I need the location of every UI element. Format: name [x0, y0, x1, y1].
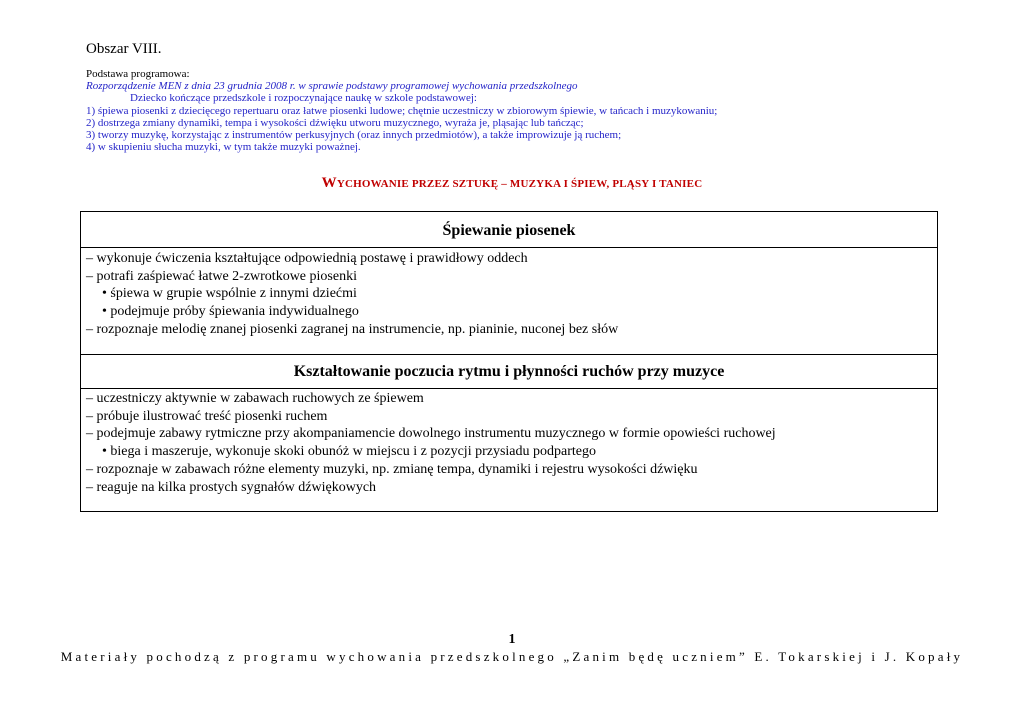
content-table [80, 211, 938, 512]
list-item: – podejmuje zabawy rytmiczne przy akompaniamencie dowolnego instrumentu muzycznego w formie opowieści ruchowej [86, 426, 776, 442]
list-item: • śpiewa w grupie wspólnie z innymi dziećmi [102, 286, 357, 302]
section-title-rest: YCHOWANIE PRZEZ SZTUKĘ – MUZYKA I ŚPIEW, PLĄSY I TANIEC [336, 178, 703, 190]
basis-label: Podstawa programowa: [86, 68, 190, 80]
section-title [0, 175, 1024, 192]
area-title: Obszar VIII. [86, 41, 162, 57]
list-item: – rozpoznaje melodię znanej piosenki zagranej na instrumencie, np. pianinie, nuconej bez słów [86, 321, 619, 337]
curriculum-basis [86, 68, 717, 153]
block-items [86, 390, 932, 496]
divider [81, 388, 937, 389]
divider [81, 247, 937, 248]
list-item: • podejmuje próby śpiewania indywidualnego [102, 304, 359, 320]
divider [81, 354, 937, 355]
list-item: – uczestniczy aktywnie w zabawach ruchowych ze śpiewem [86, 391, 424, 406]
list-item: – rozpoznaje w zabawach różne elementy muzyki, np. zmianę tempa, dynamiki i rejestru wysokości dźwięku [86, 461, 698, 477]
goal-item: 4) w skupieniu słucha muzyki, w tym także muzyki poważnej. [86, 141, 361, 154]
list-item: – potrafi zaśpiewać łatwe 2-zwrotkowe piosenki [86, 268, 357, 284]
regulation-reference: Rozporządzenie MEN z dnia 23 grudnia 2008 r. w sprawie podstawy programowej wychowania przedszkolnego [86, 80, 578, 93]
page-number: 1 [508, 632, 516, 647]
goal-item: 1) śpiewa piosenki z dziecięcego repertuaru oraz łatwe piosenki ludowe; chętnie uczestniczy w zbiorowym śpiewie, w tańcach i muzykowaniu; [86, 104, 718, 117]
section-title-initial: W [321, 175, 337, 191]
list-item: – próbuje ilustrować treść piosenki ruchem [86, 408, 328, 424]
source-note: Materiały pochodzą z programu wychowania przedszkolnego „Zanim będę uczniem” E. Tokarskiej i J. Kopały [60, 649, 964, 664]
basis-intro: Dziecko kończące przedszkole i rozpoczynające naukę w szkole podstawowej: [130, 92, 477, 105]
list-item: • biega i maszeruje, wykonuje skoki obunóż w miejscu i z pozycji przysiadu podpartego [102, 444, 596, 460]
list-item: – wykonuje ćwiczenia kształtujące odpowiednią postawę i prawidłowy oddech [86, 251, 528, 266]
list-item: – reaguje na kilka prostych sygnałów dźwiękowych [86, 479, 377, 495]
block-items [86, 250, 932, 339]
goal-item: 2) dostrzega zmiany dynamiki, tempa i wysokości dźwięku utworu muzycznego, wyraża je, pląsając lub tańcząc; [86, 116, 584, 129]
goal-item: 3) tworzy muzykę, korzystając z instrumentów perkusyjnych (oraz innych przedmiotów), a także improwizuje ją ruchem; [86, 129, 622, 142]
block-heading: Kształtowanie poczucia rytmu i płynności ruchów przy muzyce [293, 363, 725, 380]
block-heading: Śpiewanie piosenek [442, 222, 576, 239]
